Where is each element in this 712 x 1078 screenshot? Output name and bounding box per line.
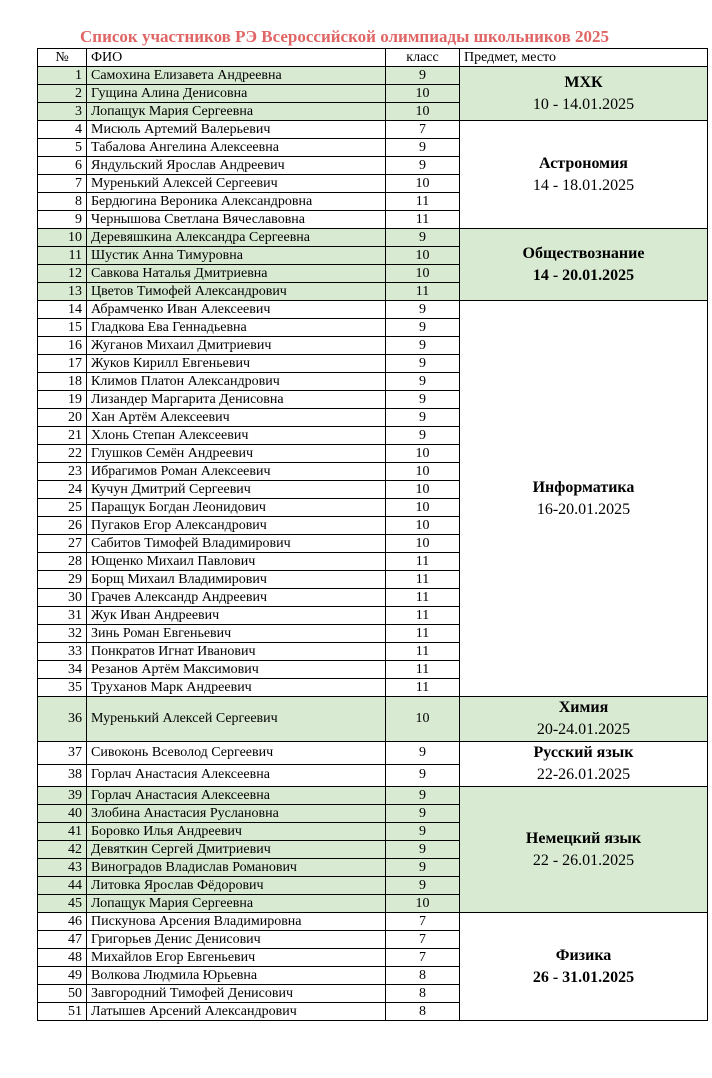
subject-cell bbox=[460, 121, 708, 229]
participant-grade: 10 bbox=[386, 535, 460, 553]
participant-name: Гущина Алина Денисовна bbox=[87, 85, 386, 103]
participant-name: Лопащук Мария Сергеевна bbox=[87, 895, 386, 913]
subject-name: Астрономия bbox=[539, 154, 628, 172]
subject-cell bbox=[460, 742, 708, 787]
participant-grade: 11 bbox=[386, 571, 460, 589]
document-title: Список участников РЭ Всероссийской олимпиады школьников 2025 bbox=[80, 27, 610, 46]
participant-grade: 11 bbox=[386, 193, 460, 211]
participant-grade: 10 bbox=[386, 517, 460, 535]
participant-grade: 11 bbox=[386, 553, 460, 571]
row-number: 12 bbox=[38, 265, 87, 283]
participant-name: Грачев Александр Андреевич bbox=[87, 589, 386, 607]
participant-grade: 11 bbox=[386, 643, 460, 661]
row-number: 48 bbox=[38, 949, 87, 967]
participant-grade: 10 bbox=[386, 463, 460, 481]
participant-grade: 7 bbox=[386, 913, 460, 931]
row-number: 29 bbox=[38, 571, 87, 589]
participant-name: Завгородний Тимофей Денисович bbox=[87, 985, 386, 1003]
row-number: 13 bbox=[38, 283, 87, 301]
subject-name: МХК bbox=[564, 73, 603, 91]
participant-name: Цветов Тимофей Александрович bbox=[87, 283, 386, 301]
participant-grade: 9 bbox=[386, 139, 460, 157]
participant-name: Савкова Наталья Дмитриевна bbox=[87, 265, 386, 283]
participant-name: Гладкова Ева Геннадьевна bbox=[87, 319, 386, 337]
row-number: 36 bbox=[38, 697, 87, 742]
row-number: 6 bbox=[38, 157, 87, 175]
row-number: 31 bbox=[38, 607, 87, 625]
participant-name: Ибрагимов Роман Алексеевич bbox=[87, 463, 386, 481]
subject-name: Обществознание bbox=[522, 244, 645, 262]
participant-grade: 9 bbox=[386, 355, 460, 373]
participant-name: Шустик Анна Тимуровна bbox=[87, 247, 386, 265]
row-number: 2 bbox=[38, 85, 87, 103]
table-row bbox=[38, 67, 708, 85]
participant-grade: 11 bbox=[386, 211, 460, 229]
participant-name: Борщ Михаил Владимирович bbox=[87, 571, 386, 589]
participant-grade: 8 bbox=[386, 1003, 460, 1021]
participant-name: Деревяшкина Александра Сергеевна bbox=[87, 229, 386, 247]
participant-name: Бердюгина Вероника Александровна bbox=[87, 193, 386, 211]
row-number: 30 bbox=[38, 589, 87, 607]
row-number: 33 bbox=[38, 643, 87, 661]
participant-grade: 9 bbox=[386, 742, 460, 765]
participant-grade: 10 bbox=[386, 175, 460, 193]
row-number: 42 bbox=[38, 841, 87, 859]
participant-name: Муренький Алексей Сергеевич bbox=[87, 697, 386, 742]
subject-name: Русский язык bbox=[533, 744, 634, 761]
participant-grade: 10 bbox=[386, 265, 460, 283]
participant-grade: 11 bbox=[386, 679, 460, 697]
row-number: 16 bbox=[38, 337, 87, 355]
participant-grade: 11 bbox=[386, 625, 460, 643]
participant-grade: 10 bbox=[386, 697, 460, 742]
table-row bbox=[38, 121, 708, 139]
participant-name: Жук Иван Андреевич bbox=[87, 607, 386, 625]
participant-grade: 9 bbox=[386, 764, 460, 787]
row-number: 8 bbox=[38, 193, 87, 211]
row-number: 21 bbox=[38, 427, 87, 445]
row-number: 27 bbox=[38, 535, 87, 553]
participant-name: Труханов Марк Андреевич bbox=[87, 679, 386, 697]
table-row bbox=[38, 697, 708, 742]
row-number: 32 bbox=[38, 625, 87, 643]
row-number: 50 bbox=[38, 985, 87, 1003]
participant-grade: 10 bbox=[386, 895, 460, 913]
participant-name: Злобина Анастасия Руслановна bbox=[87, 805, 386, 823]
subject-dates: 22 - 26.01.2025 bbox=[532, 851, 635, 869]
header-grade: класс bbox=[386, 49, 460, 67]
participant-name: Яндульский Ярослав Андреевич bbox=[87, 157, 386, 175]
participant-name: Горлач Анастасия Алексеевна bbox=[87, 764, 386, 787]
participant-name: Чернышова Светлана Вячеславовна bbox=[87, 211, 386, 229]
participant-grade: 8 bbox=[386, 967, 460, 985]
table-row bbox=[38, 787, 708, 805]
row-number: 15 bbox=[38, 319, 87, 337]
participant-name: Глушков Семён Андреевич bbox=[87, 445, 386, 463]
subject-name: Химия bbox=[558, 699, 609, 716]
participant-grade: 10 bbox=[386, 481, 460, 499]
row-number: 45 bbox=[38, 895, 87, 913]
participant-name: Кучун Дмитрий Сергеевич bbox=[87, 481, 386, 499]
row-number: 46 bbox=[38, 913, 87, 931]
subject-dates: 14 - 18.01.2025 bbox=[532, 176, 635, 194]
participant-grade: 11 bbox=[386, 589, 460, 607]
row-number: 37 bbox=[38, 742, 87, 765]
subject-name: Физика bbox=[555, 946, 612, 964]
participant-name: Волкова Людмила Юрьевна bbox=[87, 967, 386, 985]
participant-grade: 9 bbox=[386, 373, 460, 391]
subject-cell bbox=[460, 913, 708, 1021]
row-number: 10 bbox=[38, 229, 87, 247]
participant-grade: 9 bbox=[386, 391, 460, 409]
row-number: 38 bbox=[38, 764, 87, 787]
row-number: 35 bbox=[38, 679, 87, 697]
participant-name: Виноградов Владислав Романович bbox=[87, 859, 386, 877]
participant-name: Сивоконь Всеволод Сергеевич bbox=[87, 742, 386, 765]
header-subject: Предмет, место bbox=[460, 49, 708, 67]
participant-grade: 7 bbox=[386, 949, 460, 967]
participant-name: Девяткин Сергей Дмитриевич bbox=[87, 841, 386, 859]
participant-grade: 10 bbox=[386, 445, 460, 463]
row-number: 7 bbox=[38, 175, 87, 193]
participant-name: Ющенко Михаил Павлович bbox=[87, 553, 386, 571]
participant-grade: 10 bbox=[386, 247, 460, 265]
table-row bbox=[38, 301, 708, 319]
participant-name: Резанов Артём Максимович bbox=[87, 661, 386, 679]
participant-name: Паращук Богдан Леонидович bbox=[87, 499, 386, 517]
subject-dates: 14 - 20.01.2025 bbox=[532, 266, 635, 284]
table-row bbox=[38, 913, 708, 931]
row-number: 17 bbox=[38, 355, 87, 373]
participant-grade: 11 bbox=[386, 283, 460, 301]
participant-name: Сабитов Тимофей Владимирович bbox=[87, 535, 386, 553]
participant-grade: 7 bbox=[386, 121, 460, 139]
participant-name: Мисюль Артемий Валерьевич bbox=[87, 121, 386, 139]
table-row bbox=[38, 742, 708, 765]
participant-grade: 9 bbox=[386, 427, 460, 445]
row-number: 22 bbox=[38, 445, 87, 463]
participant-grade: 9 bbox=[386, 805, 460, 823]
table-row bbox=[38, 229, 708, 247]
participant-name: Жуганов Михаил Дмитриевич bbox=[87, 337, 386, 355]
participant-name: Зинь Роман Евгеньевич bbox=[87, 625, 386, 643]
participant-grade: 9 bbox=[386, 787, 460, 805]
subject-cell bbox=[460, 67, 708, 121]
row-number: 26 bbox=[38, 517, 87, 535]
participant-grade: 9 bbox=[386, 301, 460, 319]
participant-name: Михайлов Егор Евгеньевич bbox=[87, 949, 386, 967]
participant-name: Боровко Илья Андреевич bbox=[87, 823, 386, 841]
subject-name: Немецкий язык bbox=[525, 829, 642, 847]
subject-dates: 20-24.01.2025 bbox=[536, 721, 631, 738]
participant-grade: 9 bbox=[386, 157, 460, 175]
participant-name: Горлач Анастасия Алексеевна bbox=[87, 787, 386, 805]
row-number: 47 bbox=[38, 931, 87, 949]
subject-cell bbox=[460, 787, 708, 913]
participant-name: Муренький Алексей Сергеевич bbox=[87, 175, 386, 193]
row-number: 4 bbox=[38, 121, 87, 139]
participant-name: Григорьев Денис Денисович bbox=[87, 931, 386, 949]
subject-cell bbox=[460, 301, 708, 697]
participant-name: Абрамченко Иван Алексеевич bbox=[87, 301, 386, 319]
participant-name: Жуков Кирилл Евгеньевич bbox=[87, 355, 386, 373]
row-number: 9 bbox=[38, 211, 87, 229]
participant-name: Хлонь Степан Алексеевич bbox=[87, 427, 386, 445]
row-number: 14 bbox=[38, 301, 87, 319]
subject-cell bbox=[460, 697, 708, 742]
row-number: 1 bbox=[38, 67, 87, 85]
row-number: 43 bbox=[38, 859, 87, 877]
row-number: 49 bbox=[38, 967, 87, 985]
row-number: 39 bbox=[38, 787, 87, 805]
participant-grade: 9 bbox=[386, 229, 460, 247]
participant-grade: 11 bbox=[386, 607, 460, 625]
row-number: 34 bbox=[38, 661, 87, 679]
participant-grade: 10 bbox=[386, 85, 460, 103]
row-number: 5 bbox=[38, 139, 87, 157]
participant-name: Понкратов Игнат Иванович bbox=[87, 643, 386, 661]
subject-name: Информатика bbox=[532, 478, 635, 496]
row-number: 23 bbox=[38, 463, 87, 481]
participant-name: Латышев Арсений Александрович bbox=[87, 1003, 386, 1021]
header-name: ФИО bbox=[87, 49, 386, 67]
participant-name: Хан Артём Алексеевич bbox=[87, 409, 386, 427]
participant-grade: 7 bbox=[386, 931, 460, 949]
subject-cell bbox=[460, 229, 708, 301]
row-number: 19 bbox=[38, 391, 87, 409]
row-number: 40 bbox=[38, 805, 87, 823]
row-number: 25 bbox=[38, 499, 87, 517]
participant-name: Самохина Елизавета Андреевна bbox=[87, 67, 386, 85]
participant-grade: 9 bbox=[386, 841, 460, 859]
participant-name: Пугаков Егор Александрович bbox=[87, 517, 386, 535]
participant-grade: 10 bbox=[386, 499, 460, 517]
table-body bbox=[38, 67, 708, 1021]
participant-grade: 9 bbox=[386, 823, 460, 841]
participant-grade: 10 bbox=[386, 103, 460, 121]
row-number: 44 bbox=[38, 877, 87, 895]
subject-dates: 10 - 14.01.2025 bbox=[532, 95, 635, 113]
participant-name: Табалова Ангелина Алексеевна bbox=[87, 139, 386, 157]
subject-dates: 22-26.01.2025 bbox=[536, 766, 631, 783]
row-number: 41 bbox=[38, 823, 87, 841]
row-number: 3 bbox=[38, 103, 87, 121]
subject-dates: 16-20.01.2025 bbox=[536, 500, 631, 518]
table-header-row bbox=[38, 49, 708, 67]
row-number: 51 bbox=[38, 1003, 87, 1021]
participant-name: Пискунова Арсения Владимировна bbox=[87, 913, 386, 931]
participant-grade: 8 bbox=[386, 985, 460, 1003]
row-number: 28 bbox=[38, 553, 87, 571]
participant-name: Лизандер Маргарита Денисовна bbox=[87, 391, 386, 409]
participant-grade: 11 bbox=[386, 661, 460, 679]
subject-dates: 26 - 31.01.2025 bbox=[532, 968, 635, 986]
participant-name: Лопащук Мария Сергеевна bbox=[87, 103, 386, 121]
row-number: 18 bbox=[38, 373, 87, 391]
participant-grade: 9 bbox=[386, 319, 460, 337]
participant-name: Литовка Ярослав Фёдорович bbox=[87, 877, 386, 895]
participant-grade: 9 bbox=[386, 409, 460, 427]
participant-grade: 9 bbox=[386, 67, 460, 85]
participant-grade: 9 bbox=[386, 877, 460, 895]
participant-grade: 9 bbox=[386, 859, 460, 877]
row-number: 11 bbox=[38, 247, 87, 265]
participant-name: Климов Платон Александрович bbox=[87, 373, 386, 391]
row-number: 20 bbox=[38, 409, 87, 427]
header-num: № bbox=[38, 49, 87, 67]
participant-grade: 9 bbox=[386, 337, 460, 355]
participants-table bbox=[37, 48, 708, 1021]
row-number: 24 bbox=[38, 481, 87, 499]
